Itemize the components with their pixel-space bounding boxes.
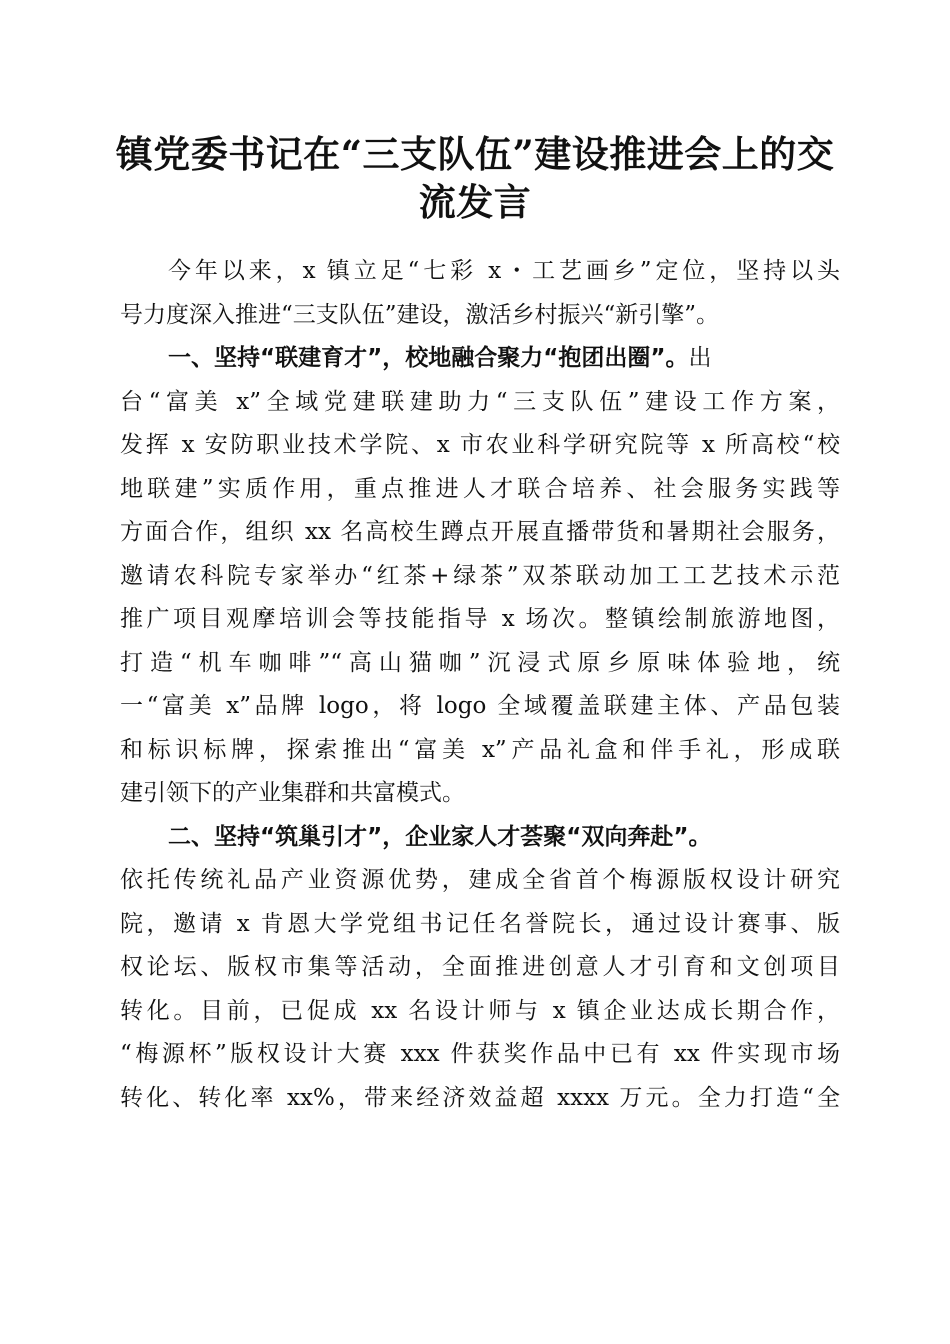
- paragraph-3-line: 权论坛、版权市集等活动，全面推进创意人才引育和文创项目: [120, 954, 840, 980]
- paragraph-2-line: 邀请农科院专家举办“红茶+绿茶”双茶联动加工工艺技术示范: [120, 562, 840, 589]
- paragraph-3-line: 转化、转化率 xx%，带来经济效益超 xxxx 万元。全力打造“全: [120, 1084, 840, 1111]
- paragraph-2-line: 一“富美 x”品牌 logo，将 logo 全域覆盖联建主体、产品包装: [120, 693, 840, 719]
- paragraph-1-line-1: 今年以来，x 镇立足“七彩 x・工艺画乡”定位，坚持以头: [168, 258, 840, 284]
- paragraph-2-line: 方面合作，组织 xx 名高校生蹲点开展直播带货和暑期社会服务，: [120, 519, 840, 545]
- document-title: [100, 130, 850, 226]
- paragraph-3-line: 依托传统礼品产业资源优势，建成全省首个梅源版权设计研究: [120, 867, 840, 893]
- title-line-1: 镇党委书记在“三支队伍”建设推进会上的交: [115, 132, 835, 176]
- section-heading-2: 二、坚持“筑巢引才”，企业家人才荟聚“双向奔赴”。: [168, 823, 712, 850]
- paragraph-2-line: 推广项目观摩培训会等技能指导 x 场次。整镇绘制旅游地图，: [120, 606, 840, 632]
- paragraph-3-line: 院，邀请 x 肯恩大学党组书记任名誉院长，通过设计赛事、版: [120, 910, 840, 937]
- document-body: [120, 250, 840, 1120]
- paragraph-2-line: 地联建”实质作用，重点推进人才联合培养、社会服务实践等: [120, 475, 840, 502]
- paragraph-3-line: 转化。目前，已促成 xx 名设计师与 x 镇企业达成长期合作，: [120, 997, 840, 1024]
- paragraph-2-line: 和标识标牌，探索推出“富美 x”产品礼盒和伴手礼，形成联: [120, 736, 840, 763]
- paragraph-2-first-line: [120, 337, 840, 381]
- paragraph-3-first-line: [120, 816, 840, 860]
- paragraph-3-line: “梅源杯”版权设计大赛 xxx 件获奖作品中已有 xx 件实现市场: [120, 1041, 840, 1067]
- paragraph-2-first-line-rest: 出: [688, 345, 712, 371]
- section-heading-1: 一、坚持“联建育才”，校地融合聚力“抱团出圈”。: [168, 345, 689, 371]
- title-line-2: 流发言: [418, 180, 532, 224]
- paragraph-2-line: 打造“机车咖啡”“高山猫咖”沉浸式原乡原味体验地，统: [120, 649, 840, 676]
- paragraph-2-line: 台“富美 x”全域党建联建助力“三支队伍”建设工作方案，: [120, 388, 840, 415]
- paragraph-1-line-2: 号力度深入推进“三支队伍”建设，激活乡村振兴“新引擎”。: [120, 301, 720, 328]
- paragraph-2-line: 发挥 x 安防职业技术学院、x 市农业科学研究院等 x 所高校“校: [120, 432, 840, 458]
- paragraph-2-line: 建引领下的产业集群和共富模式。: [120, 780, 465, 806]
